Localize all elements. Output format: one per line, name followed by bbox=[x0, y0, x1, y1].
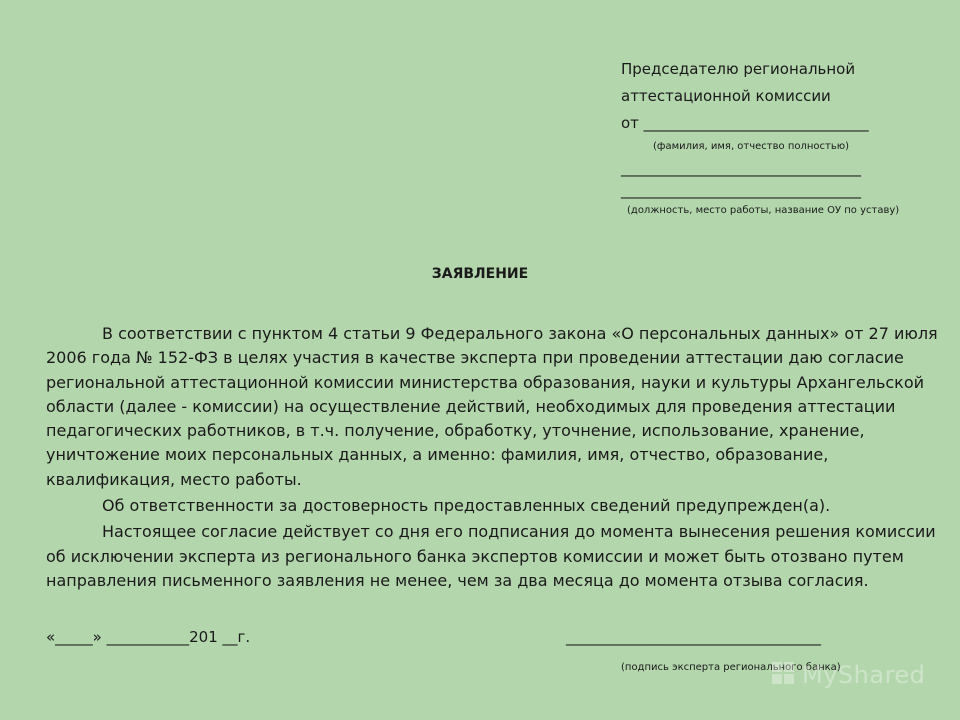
body-line: направления письменного заявления не менее, чем за два месяца до момента отзыва согласия. bbox=[46, 570, 869, 590]
addressee-line-2: аттестационной комиссии bbox=[621, 87, 831, 105]
watermark-text: MyShared bbox=[802, 661, 926, 689]
body-line: региональной аттестационной комиссии министерства образования, науки и культуры Архангельской bbox=[46, 372, 925, 392]
signature-line: __________________________________ bbox=[566, 628, 821, 646]
body-line: уничтожение моих персональных данных, а именно: фамилия, имя, отчество, образование, bbox=[46, 445, 829, 465]
body-line: Настоящее согласие действует со дня его подписания до момента вынесения решения комиссии bbox=[102, 522, 936, 542]
statement-body bbox=[46, 322, 938, 593]
document-title: ЗАЯВЛЕНИЕ bbox=[431, 266, 529, 282]
blank-line-2: ________________________________ bbox=[621, 181, 861, 199]
watermark-logo-icon bbox=[770, 660, 796, 690]
paragraph-consent bbox=[46, 322, 938, 492]
from-line: от ______________________________ bbox=[621, 114, 869, 132]
body-line: 2006 года № 152-ФЗ в целях участия в качестве эксперта при проведении аттестации даю согласие bbox=[46, 348, 904, 368]
watermark-logo bbox=[770, 660, 925, 690]
body-line: области (далее - комиссии) на осуществление действий, необходимых для проведения аттестации bbox=[46, 396, 896, 416]
signature-hint: (подпись эксперта регионального банка) bbox=[621, 662, 841, 673]
body-line: квалификация, место работы. bbox=[46, 469, 302, 489]
paragraph-responsibility bbox=[46, 494, 932, 518]
paragraph-validity bbox=[46, 520, 936, 593]
name-hint: (фамилия, имя, отчество полностью) bbox=[653, 141, 850, 152]
addressee-block bbox=[621, 56, 941, 221]
body-line: об исключении эксперта из регионального банка экспертов комиссии и может быть отозвано путем bbox=[46, 546, 904, 566]
blank-line-1: ________________________________ bbox=[621, 159, 861, 177]
body-line: В соответствии с пунктом 4 статьи 9 Федерального закона «О персональных данных» от 27 июля bbox=[102, 324, 938, 343]
body-line: педагогических работников, в т.ч. получение, обработку, уточнение, использование, хранение, bbox=[46, 421, 865, 441]
body-line: Об ответственности за достоверность предоставленных сведений предупрежден(а). bbox=[102, 496, 831, 516]
addressee-line-1: Председателю региональной bbox=[621, 60, 856, 78]
position-hint: (должность, место работы, название ОУ по уставу) bbox=[627, 205, 900, 216]
date-line: «_____» ___________201 __г. bbox=[46, 628, 251, 646]
